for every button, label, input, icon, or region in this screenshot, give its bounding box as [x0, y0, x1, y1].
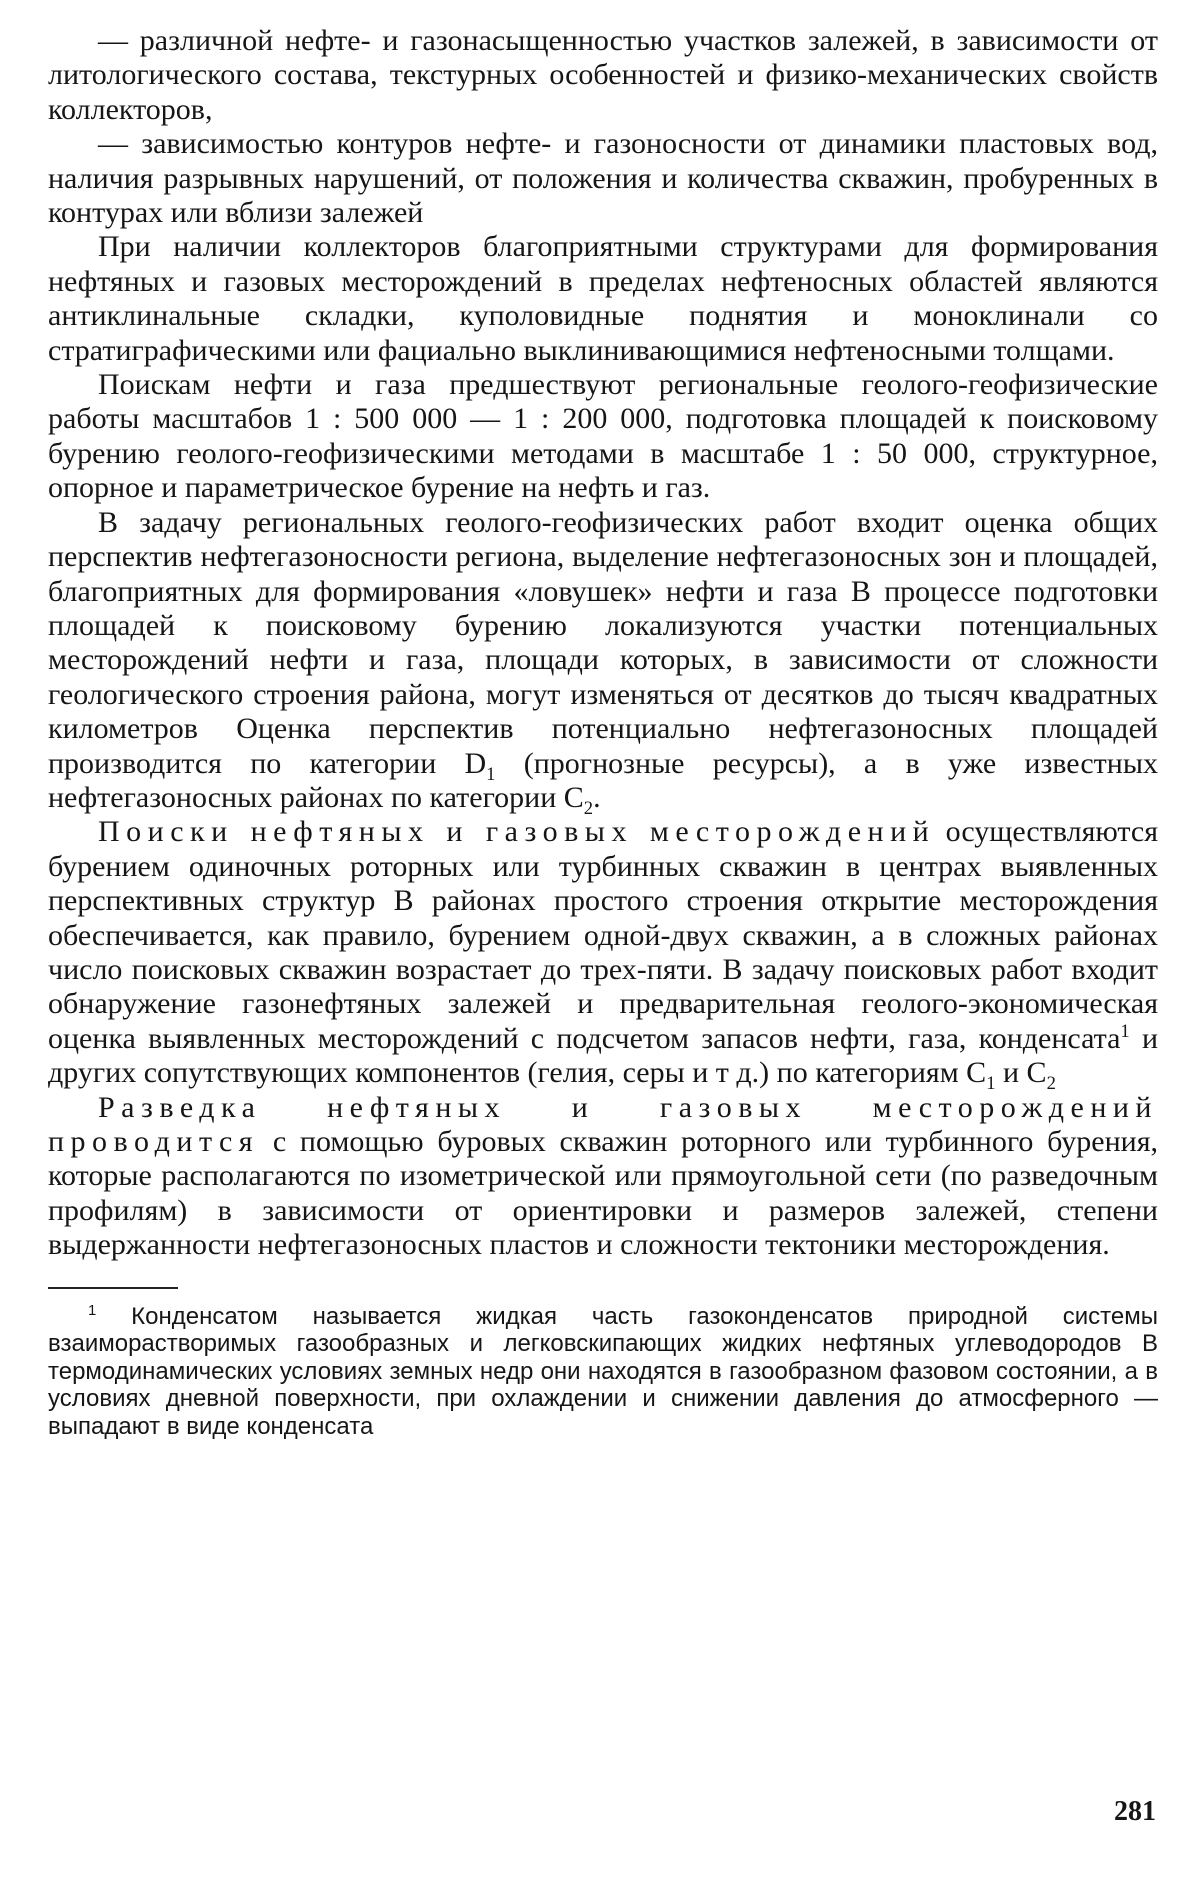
footnote-reference: 1 — [1120, 1020, 1130, 1042]
paragraph-7-spaced-heading: Разведка нефтяных и газовых месторождений проводится — [48, 1090, 1158, 1158]
paragraph-1: — различной нефте- и газонасыщенностью участков залежей, в зависимости от литологического состава, текстурных особенностей и физико-механических свойств коллекторов, — [48, 24, 1158, 126]
paragraph-2: — зависимостью контуров нефте- и газоносности от динамики пластовых вод, наличия разрывных нарушений, от положения и количества скважин, пробуренных в контурах или вблизи залежей — [48, 127, 1158, 230]
paragraph-5-text-end: . — [593, 780, 601, 814]
footnote-1 — [48, 1303, 1158, 1441]
paragraph-6-text: осуществляются бурением одиночных роторных или турбинных скважин в центрах выявленных перспективных структур В районах простого строения открытие месторождения обеспечивается, как правило, бурением одной-двух скважин, а в сложных районах число поисковых скважин возрастает до трех-пяти. В задачу поисковых работ входит обнаружение газонефтяных залежей и предварительная геолого-экономическая оценка выявленных месторождений с подсчетом запасов нефти, газа, конденсата — [48, 815, 1158, 1055]
paragraph-4: Поискам нефти и газа предшествуют региональные геолого-геофизические работы масштабов 1 : 500 000 — 1 : 200 000, подготовка площадей к поисковому бурению геолого-геофизическими методами в масштабе 1 : 50 000, структурное, опорное и параметрическое бурение на нефть и газ. — [48, 368, 1158, 505]
footnote-marker: 1 — [88, 1302, 97, 1319]
paragraph-5 — [48, 505, 1158, 819]
category-c1-subscript: 1 — [986, 1073, 996, 1095]
category-d1-subscript: 1 — [486, 763, 496, 785]
paragraph-6-text-and: и C — [995, 1056, 1047, 1090]
category-c2-subscript: 2 — [583, 797, 594, 819]
category-c2-subscript-2: 2 — [1046, 1073, 1056, 1095]
paragraph-6 — [48, 815, 1158, 1095]
paragraph-7 — [48, 1091, 1158, 1263]
main-text — [48, 24, 1158, 1263]
page-number: 281 — [1114, 1796, 1156, 1827]
footnote-divider — [48, 1287, 178, 1289]
paragraph-7-text: с помощью буровых скважин роторного или турбинного бурения, которые располагаются по изометрической или прямоугольной сети (по разведочным профилям) в зависимости от ориентировки и размеров залежей, степени выдержанности нефтегазоносных пластов и сложности тектоники месторождения. — [48, 1125, 1158, 1262]
paragraph-5-text-mid: (прогнозные ресурсы), а в уже известных нефтегазоносных районах по категории C — [48, 746, 1158, 814]
footnote-text: Конденсатом называется жидкая часть газоконденсатов природной системы взаиморастворимых газообразных и легковскипающих жидких нефтяных углеводородов В термодинамических условиях земных недр они находятся в газообразном фазовом состоянии, а в условиях дневной поверхности, при охлаждении и снижении давления до атмосферного — выпадают в виде конденсата — [48, 1302, 1158, 1440]
paragraph-6-spaced-heading: Поиски нефтяных и газовых месторождений — [98, 815, 936, 849]
page-content — [48, 24, 1158, 1440]
paragraph-5-text: В задачу региональных геолого-геофизических работ входит оценка общих перспектив нефтегазоносности региона, выделение нефтегазоносных зон и площадей, благоприятных для формирования «ловушек» нефти и газа В процессе подготовки площадей к поисковому бурению локализуются участки потенциальных месторождений нефти и газа, площади которых, в зависимости от сложности геологического строения района, могут изменяться от десятков до тысяч квадратных километров Оценка перспектив потенциально нефтегазоносных площадей производится по категории D — [48, 505, 1158, 780]
paragraph-3: При наличии коллекторов благоприятными структурами для формирования нефтяных и газовых месторождений в пределах нефтеносных областей являются антиклинальные складки, куполовидные поднятия и моноклинали со стратиграфическими или фациально выклинивающимися нефтеносными толщами. — [48, 230, 1158, 367]
paragraph-6-text-after-ref: и других сопутствующих компонентов (гелия, серы и т д.) по категориям C — [48, 1021, 1158, 1090]
footnotes — [48, 1303, 1158, 1441]
